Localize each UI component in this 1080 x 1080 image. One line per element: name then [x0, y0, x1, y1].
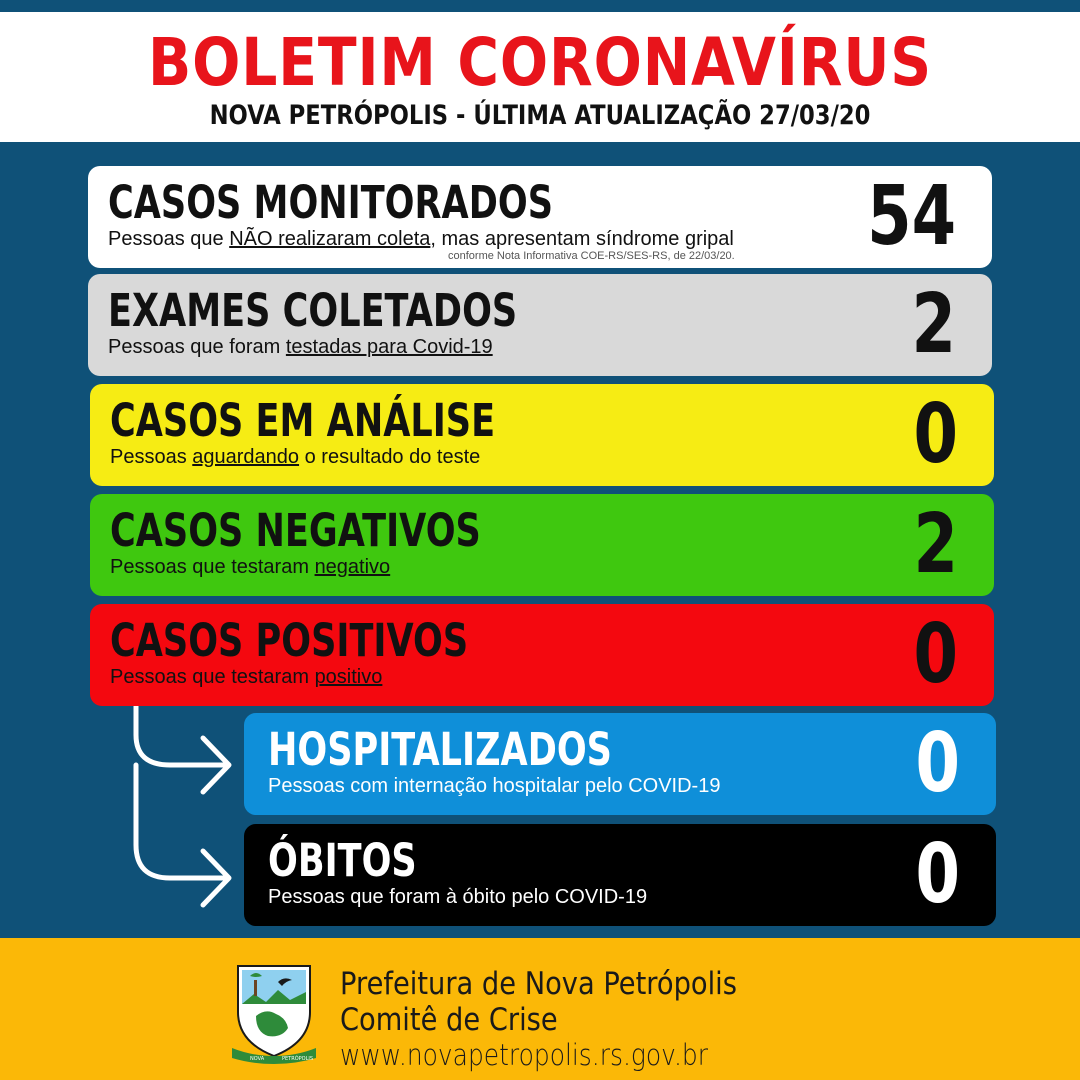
page-subtitle: NOVA PETRÓPOLIS - ÚLTIMA ATUALIZAÇÃO 27/03/20 — [209, 100, 871, 131]
header-banner — [0, 12, 1080, 142]
svg-text:PETRÓPOLIS: PETRÓPOLIS — [282, 1056, 314, 1062]
connector-line-obitos — [136, 765, 228, 878]
arrowhead-obitos-icon — [203, 851, 229, 905]
page-title: BOLETIM CORONAVÍRUS — [147, 24, 933, 101]
card-value: 0 — [913, 607, 958, 702]
card-description: Pessoas que foram testadas para Covid-19 — [108, 336, 493, 358]
footer-website-link[interactable]: www.novapetropolis.rs.gov.br — [340, 1038, 708, 1072]
card-hospitalizados — [244, 713, 996, 815]
footer-committee: Comitê de Crise — [340, 1002, 558, 1038]
connector-line-hospitalizados — [136, 706, 228, 765]
card-casos-negativos — [90, 494, 994, 596]
card-value: 54 — [866, 169, 956, 264]
card-description: Pessoas com internação hospitalar pelo COVID-19 — [268, 775, 721, 797]
card-value: 0 — [913, 387, 958, 482]
card-footnote: conforme Nota Informativa COE-RS/SES-RS, de 22/03/20. — [448, 250, 735, 262]
card-description: Pessoas que testaram negativo — [110, 556, 391, 578]
card-label: CASOS NEGATIVOS — [110, 504, 481, 557]
card-value: 2 — [913, 497, 958, 592]
card-description: Pessoas que NÃO realizaram coleta, mas apresentam síndrome gripal — [108, 228, 734, 250]
card-description: Pessoas que foram à óbito pelo COVID-19 — [268, 886, 648, 908]
footer-org-name: Prefeitura de Nova Petrópolis — [340, 966, 737, 1002]
card-label: CASOS POSITIVOS — [110, 614, 469, 667]
card-description: Pessoas aguardando o resultado do teste — [110, 446, 481, 468]
card-label: ÓBITOS — [268, 834, 417, 887]
card-value: 0 — [915, 716, 960, 811]
card-exames-coletados — [88, 274, 992, 376]
card-casos-monitorados — [88, 166, 992, 268]
arrowhead-hospitalizados-icon — [203, 738, 229, 792]
card-label: HOSPITALIZADOS — [268, 723, 612, 776]
card-casos-positivos — [90, 604, 994, 706]
card-label: CASOS MONITORADOS — [108, 176, 553, 229]
card-label: EXAMES COLETADOS — [108, 284, 518, 337]
footer — [0, 938, 1080, 1080]
card-value: 2 — [911, 277, 956, 372]
svg-text:NOVA: NOVA — [250, 1056, 265, 1062]
card-obitos — [244, 824, 996, 926]
municipal-crest-icon — [230, 960, 318, 1064]
card-value: 0 — [915, 827, 960, 922]
card-description: Pessoas que testaram positivo — [110, 666, 383, 688]
top-strip — [0, 0, 1080, 12]
card-label: CASOS EM ANÁLISE — [110, 394, 496, 447]
card-casos-em-analise — [90, 384, 994, 486]
